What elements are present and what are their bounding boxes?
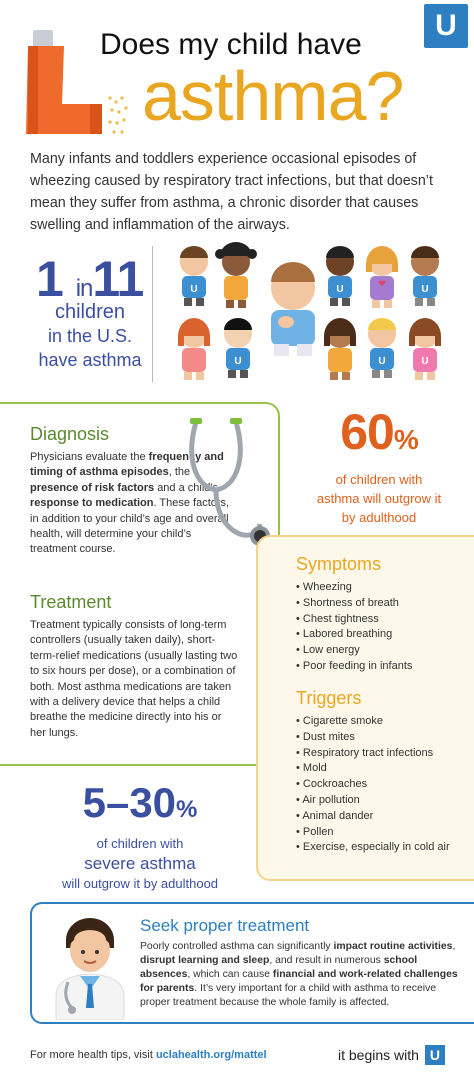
seek-b2: disrupt learning and sleep (140, 955, 270, 966)
seek-t2: , (452, 941, 456, 952)
logo-letter: U (435, 9, 457, 42)
kid-2-icon (215, 242, 257, 308)
diagnosis-p2: , the (168, 466, 191, 479)
stat-2 (294, 402, 464, 527)
trigger-item: • Exercise, especially in cold air (296, 840, 466, 856)
stat-3 (30, 778, 250, 893)
footer-right (338, 1045, 445, 1065)
trigger-item: • Cigarette smoke (296, 714, 466, 730)
trigger-item: • Pollen (296, 825, 466, 841)
seek-b4: financial and work-related challenges for parents (140, 969, 458, 994)
trigger-item: • Mold (296, 761, 466, 777)
seek-b3: school absences (140, 955, 418, 980)
seek-t3: , and result in numerous (269, 955, 384, 966)
diagnosis-p3: and a child’s (157, 481, 219, 494)
divider (152, 246, 153, 382)
intro-text: Many infants and toddlers experience occasional episodes of wheezing caused by respiratory tract infections, but that doesn’t mean they suffer from asthma, a chronic disorder that causes swelling and inflammation of the airways. (30, 151, 433, 233)
ucla-logo (424, 4, 468, 48)
stat-1-line1: children (54, 301, 126, 323)
svg-text:U: U (190, 284, 198, 295)
symptom-item: • Chest tightness (296, 612, 466, 628)
diagnosis-p4: . These factors, in addition to your child’s age and overall health, will determine your child’s treatment course. (30, 497, 230, 556)
symptom-item: • Low energy (296, 643, 466, 659)
diagnosis-b1: frequency and timing of asthma episodes (30, 451, 224, 479)
treatment-heading: Treatment (30, 592, 112, 612)
kid-9-icon (368, 318, 396, 378)
stat-2-line2: asthma will outgrow it (316, 491, 442, 506)
seek-heading: Seek proper treatment (140, 916, 310, 935)
trigger-item: • Air pollution (296, 793, 466, 809)
kid-1-icon (180, 246, 208, 306)
stat-3-line1: of children with (96, 836, 184, 851)
stat-2-number: 60 (340, 404, 394, 460)
symptom-item: • Shortness of breath (296, 596, 466, 612)
title-line-1: Does my child have (100, 28, 362, 61)
triggers-heading: Triggers (296, 688, 362, 708)
seek-b1: impact routine activities (333, 941, 453, 952)
stethoscope-icon (186, 416, 276, 550)
symptom-item: • Poor feeding in infants (296, 659, 466, 675)
stat-2-line3: by adulthood (341, 510, 417, 525)
kid-3-icon (326, 246, 354, 306)
svg-text:U: U (421, 356, 429, 367)
stat-1-line2: in the U.S. (47, 326, 133, 346)
svg-text:U: U (336, 284, 344, 295)
stat-2-percent: % (393, 424, 418, 455)
symptoms-list (296, 580, 466, 675)
trigger-item: • Respiratory tract infections (296, 746, 466, 762)
svg-text:U: U (234, 356, 242, 367)
title-line-2: asthma? (142, 57, 404, 135)
footer-logo: U (425, 1045, 445, 1065)
trigger-item: • Cockroaches (296, 777, 466, 793)
seek-t4: , which can cause (187, 969, 273, 980)
seek-body (140, 940, 458, 1010)
kid-7-icon (224, 318, 252, 378)
svg-text:U: U (378, 356, 386, 367)
stat-1-num1: 1 (36, 251, 63, 307)
diagnosis-heading: Diagnosis (30, 424, 110, 444)
kid-8-icon (324, 318, 356, 380)
stat-3-range: 5–30 (82, 779, 177, 826)
children-illustration (168, 240, 458, 385)
footer-left (30, 1049, 267, 1061)
symptom-item: • Labored breathing (296, 627, 466, 643)
seek-t5: . It’s very important for a child with asthma to receive proper treatment because the whole family is affected. (140, 983, 437, 1008)
sick-kid-icon (271, 262, 315, 356)
stat-1-num2: 11 (92, 251, 144, 307)
stat-3-line2: severe asthma (84, 854, 196, 873)
footer-link[interactable]: uclahealth.org/mattel (155, 1049, 267, 1061)
doctor-icon (50, 916, 130, 1020)
footer-tagline: it begins with (338, 1047, 419, 1063)
symptoms-heading: Symptoms (296, 554, 382, 574)
kid-5-icon (411, 246, 439, 306)
seek-t1: Poorly controlled asthma can significantly (140, 941, 334, 952)
diagnosis-p1: Physicians evaluate the (30, 451, 146, 463)
stat-1-caption (20, 300, 160, 372)
kid-4-icon (366, 246, 398, 308)
kid-10-icon (409, 318, 441, 380)
symptom-item: • Wheezing (296, 580, 466, 596)
kid-6-icon (178, 318, 210, 380)
treatment-body: Treatment typically consists of long-term controllers (usually taken daily), short-term-relief medications (usually lasting two to six hours per dose), or a combination of both. Most asthma medications are taken with a delivery device that helps a child breathe the medicine directly into his or her lungs. (30, 619, 238, 739)
svg-text:U: U (421, 284, 429, 295)
stat-1-line3: have asthma (38, 350, 142, 370)
stat-1-in: in (75, 275, 93, 302)
trigger-item: • Animal dander (296, 809, 466, 825)
diagnosis-b2: presence of risk factors (30, 481, 155, 494)
footer-text: For more health tips, visit (30, 1049, 156, 1061)
stat-3-percent: % (176, 796, 198, 823)
triggers-list (296, 714, 466, 856)
stat-2-line1: of children with (335, 472, 423, 487)
stat-3-line3: will outgrow it by adulthood (61, 876, 219, 891)
trigger-item: • Dust mites (296, 730, 466, 746)
diagnosis-b3: response to medication (30, 497, 154, 510)
